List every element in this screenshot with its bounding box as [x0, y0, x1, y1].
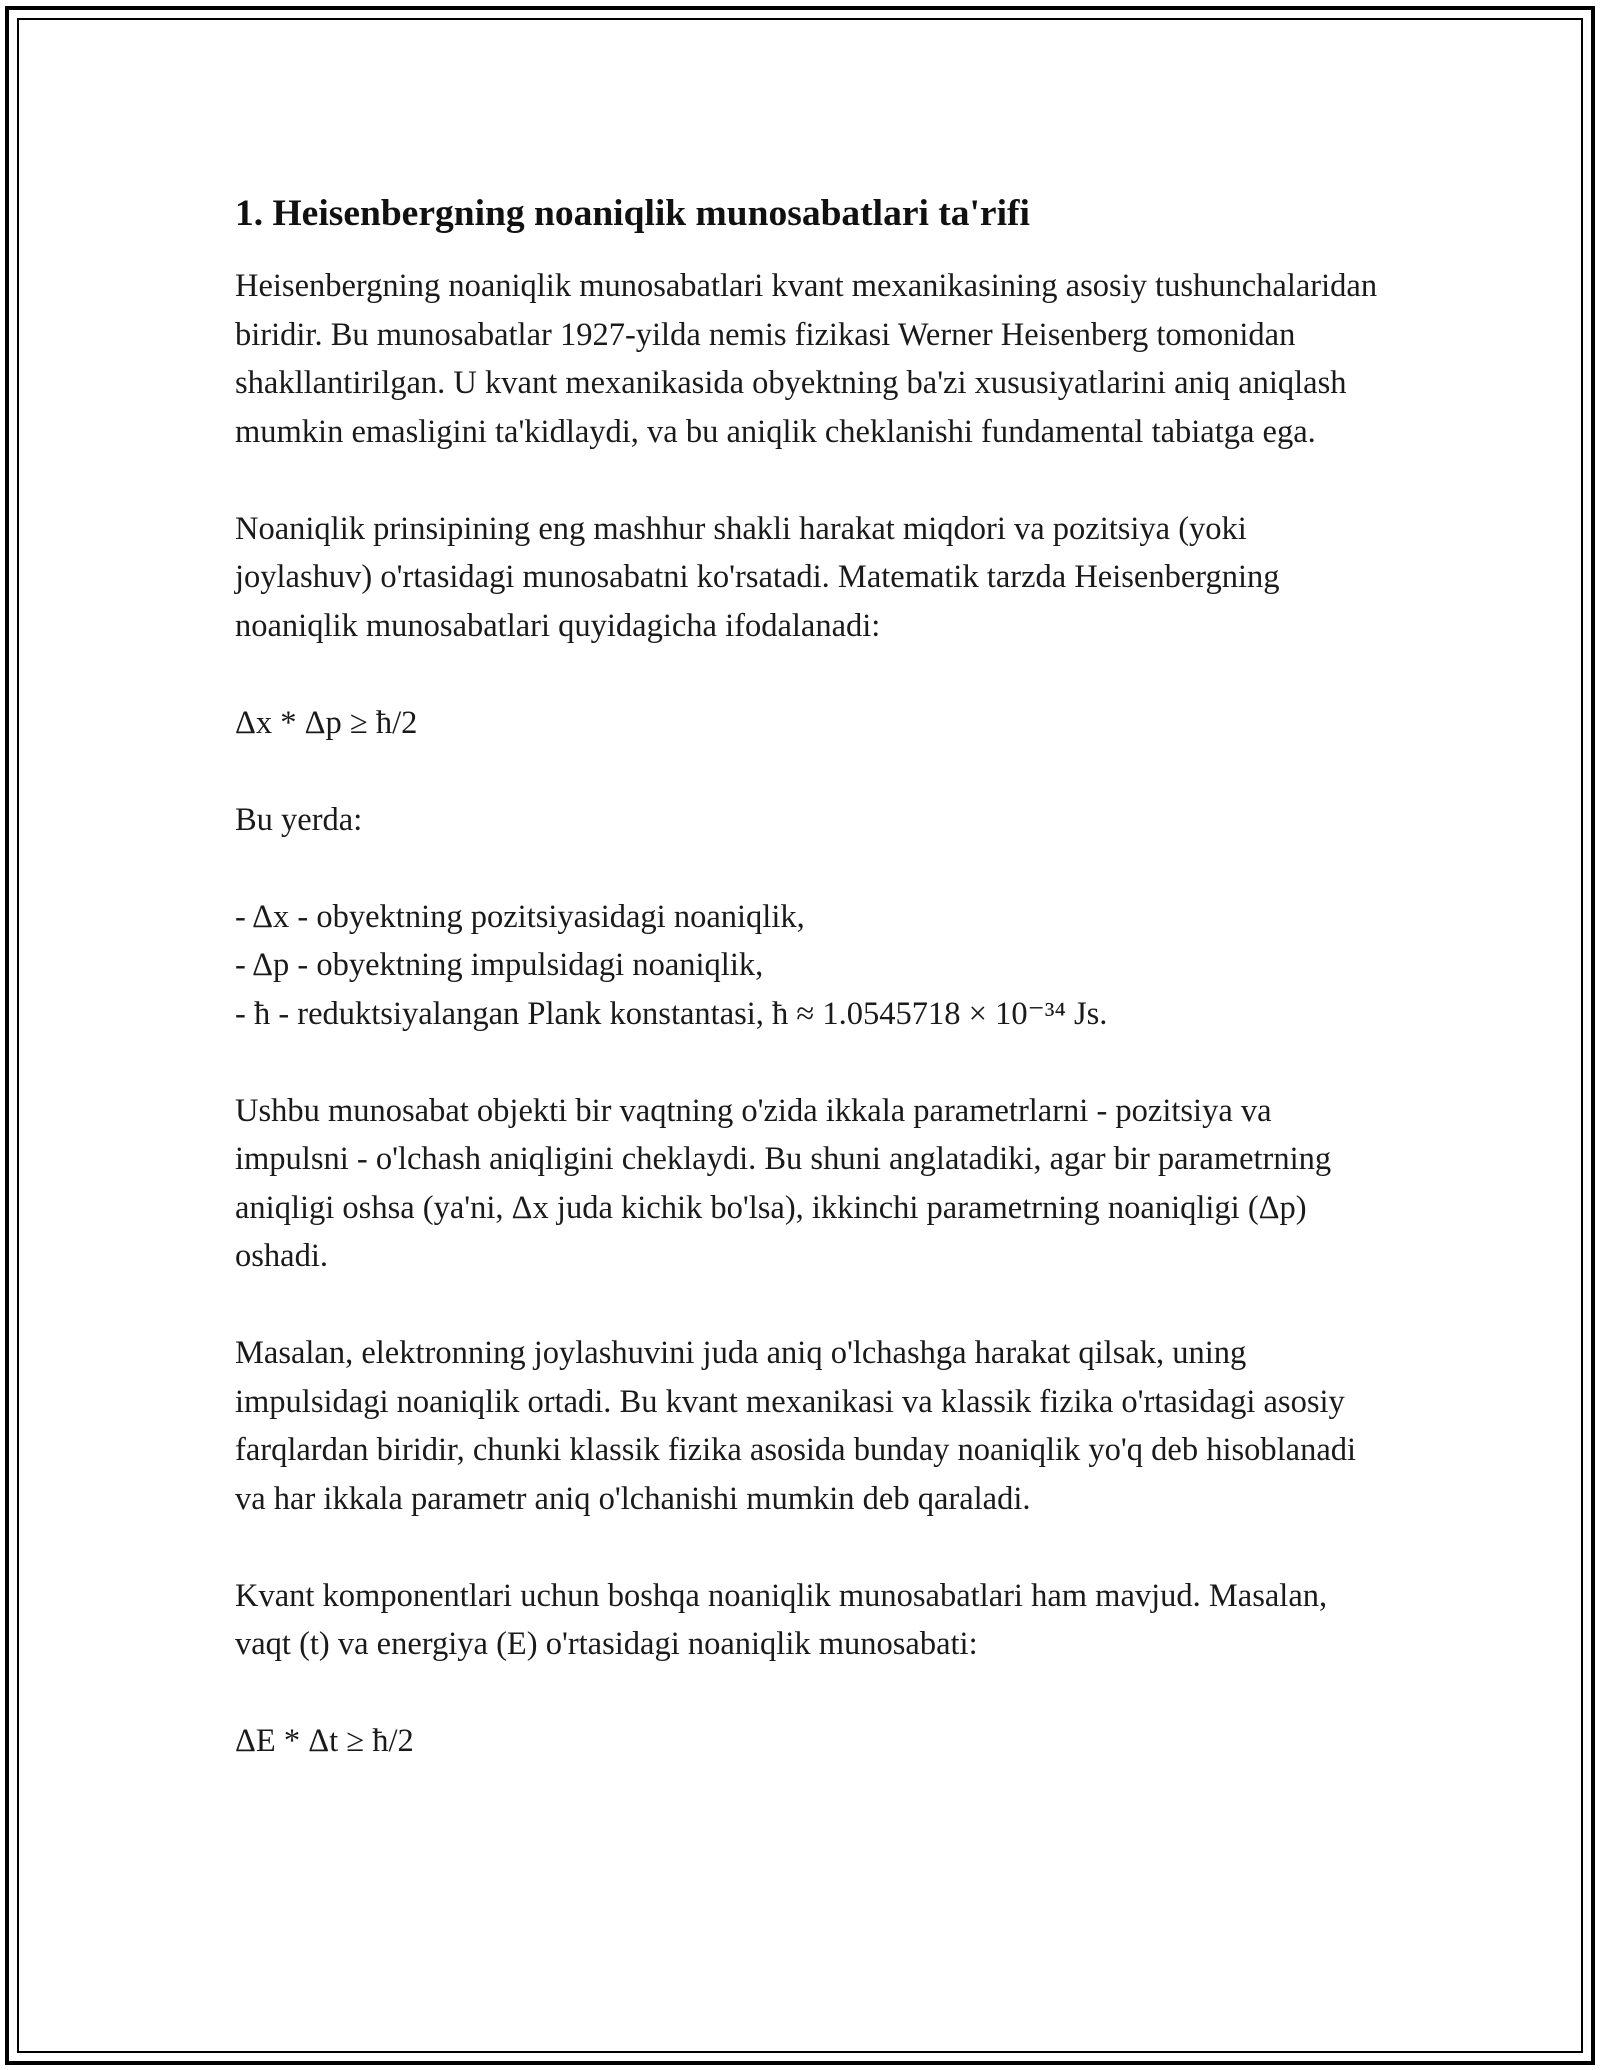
- definition-item: - Δx - obyektning pozitsiyasidagi noaniqlik,: [235, 898, 805, 935]
- definitions-list: [235, 893, 1385, 1039]
- example-paragraph: Masalan, elektronning joylashuvini juda aniq o'lchashga harakat qilsak, uning impulsidagi noaniqlik ortadi. Bu kvant mexanikasi va klassik fizika o'rtasidagi asosiy farqlardan biridir, chunki klassik fizika asosida bunday noaniqlik yo'q deb hisoblanadi va har ikkala parametr aniq o'lchanishi mumkin deb qaraladi.: [235, 1335, 1357, 1517]
- principle-paragraph: Noaniqlik prinsipining eng mashhur shakli harakat miqdori va pozitsiya (yoki joylashuv) o'rtasidagi munosabatni ko'rsatadi. Matematik tarzda Heisenbergning noaniqlik munosabatlari quyidagicha ifodalanadi:: [235, 510, 1280, 644]
- where-label: Bu yerda:: [235, 801, 363, 838]
- other-relations-paragraph: Kvant komponentlari uchun boshqa noaniqlik munosabatlari ham mavjud. Masalan, vaqt (t) va energiya (E) o'rtasidagi noaniqlik munosabati:: [235, 1577, 1328, 1662]
- definition-item: - Δp - obyektning impulsidagi noaniqlik,: [235, 947, 764, 983]
- section-title: 1. Heisenbergning noaniqlik munosabatlari ta'rifi: [235, 193, 1030, 234]
- formula-energy-time: ΔE * Δt ≥ ħ/2: [235, 1723, 414, 1759]
- definition-item: - ħ - reduktsiyalangan Plank konstantasi, ħ ≈ 1.0545718 × 10⁻³⁴ Js.: [235, 995, 1108, 1032]
- limitation-paragraph: Ushbu munosabat objekti bir vaqtning o'zida ikkala parametrlarni - pozitsiya va impulsni - o'lchash aniqligini cheklaydi. Bu shuni anglatadiki, agar bir parametrning aniqligi oshsa (ya'ni, Δx juda kichik bo'lsa), ikkinchi parametrning noaniqligi (Δp) oshadi.: [235, 1092, 1332, 1274]
- intro-paragraph: Heisenbergning noaniqlik munosabatlari kvant mexanikasining asosiy tushunchalaridan biridir. Bu munosabatlar 1927-yilda nemis fizikasi Werner Heisenberg tomonidan shakllantirilgan. U kvant mexanikasida obyektning ba'zi xususiyatlarini aniq aniqlash mumkin emasligini ta'kidlaydi, va bu aniqlik cheklanishi fundamental tabiatga ega.: [235, 268, 1378, 450]
- formula-position-momentum: Δx * Δp ≥ ħ/2: [235, 704, 418, 741]
- document-body: [235, 188, 1385, 1766]
